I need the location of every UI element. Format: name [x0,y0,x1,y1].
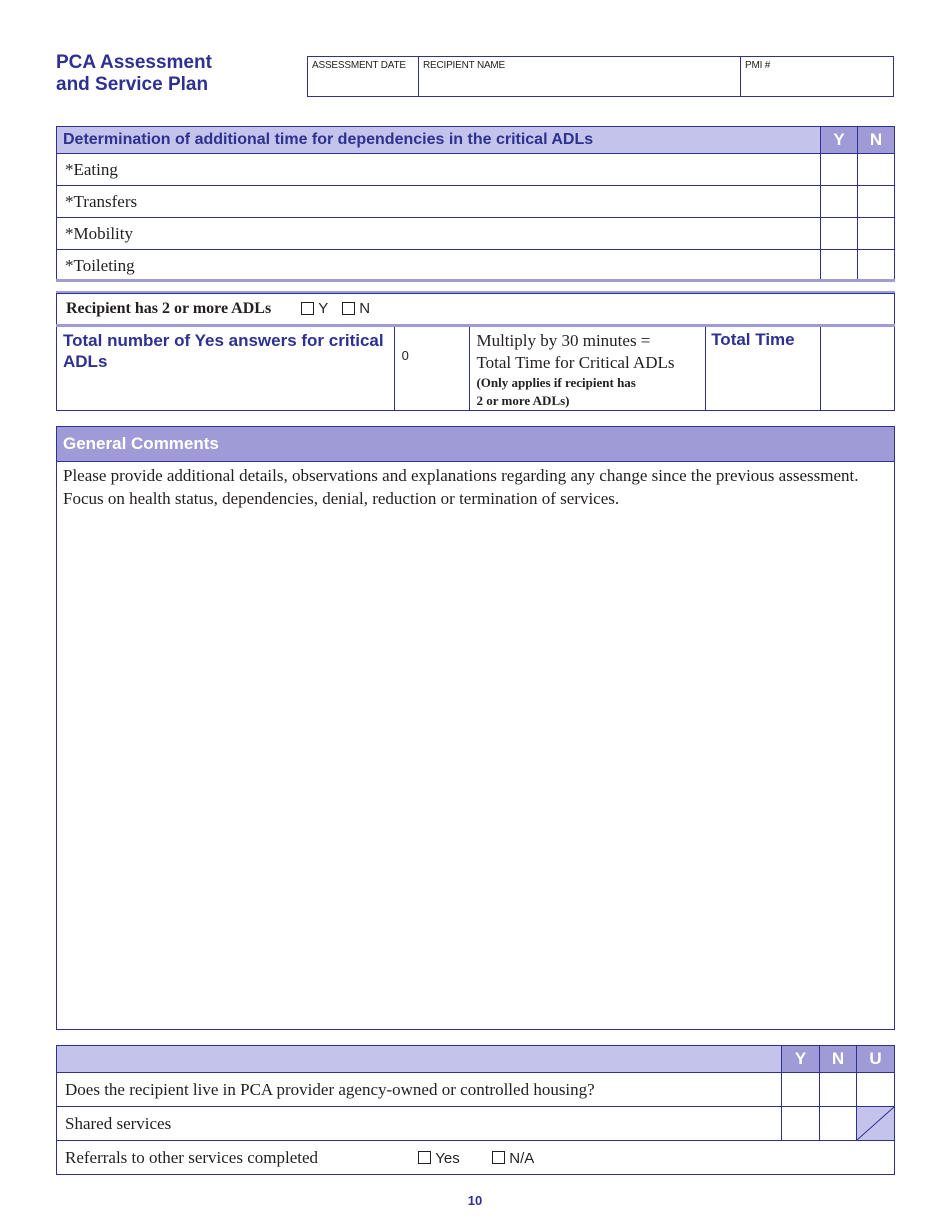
total-time-label: Total Time [711,330,795,349]
recipient-adls-label: Recipient has 2 or more ADLs [66,300,272,317]
adl-row-label: *Eating [57,154,821,186]
shared-y-cell[interactable] [782,1107,820,1141]
multiply-line-1: Multiply by 30 minutes = [476,331,651,350]
adl-y-cell[interactable] [821,250,858,282]
diagonal-strike-icon [857,1107,894,1140]
form-title-line-1: PCA Assessment [56,52,212,73]
general-comments-heading: General Comments [57,427,894,462]
adls-yes-label: Y [318,300,329,317]
general-comments-instructions: Please provide additional details, observations and explanations regarding any change since the previous assessment. Focus on health status, dependencies, denial, reduction or termination of services. [63,466,859,508]
adl-y-cell[interactable] [821,186,858,218]
multiply-note-2: 2 or more ADLs) [476,393,570,408]
col-y-header: Y [782,1046,820,1073]
referrals-yes-checkbox[interactable] [418,1151,431,1164]
total-yes-value-cell[interactable] [394,326,470,411]
adl-n-cell[interactable] [858,154,895,186]
adl-row-toileting [57,250,895,282]
adl-row-label: *Mobility [57,218,821,250]
referrals-label: Referrals to other services completed [65,1147,319,1167]
total-time-value-cell[interactable] [821,326,895,411]
pmi-label: PMI # [745,60,771,71]
referrals-cell [57,1141,895,1175]
form-title [56,52,212,96]
col-n-header: N [858,127,895,154]
col-n-header: N [820,1046,857,1073]
total-yes-label-cell [57,326,395,411]
adl-row-transfers [57,186,895,218]
multiply-note-1: (Only applies if recipient has [476,375,636,390]
critical-adl-table [56,126,895,282]
referrals-row [57,1141,895,1175]
general-comments-box [56,426,895,1030]
adls-no-label: N [359,300,371,317]
housing-header-band [57,1046,782,1073]
assessment-date-label: ASSESSMENT DATE [312,60,406,71]
adl-row-mobility [57,218,895,250]
recipient-name-field[interactable] [418,56,741,97]
adls-yes-checkbox[interactable] [301,302,314,315]
housing-u-cell[interactable] [857,1073,895,1107]
multiply-line-2: Total Time for Critical ADLs [476,353,675,372]
adl-y-cell[interactable] [821,218,858,250]
adl-n-cell[interactable] [858,186,895,218]
housing-question: Does the recipient live in PCA provider agency-owned or controlled housing? [57,1073,782,1107]
shared-n-cell[interactable] [820,1107,857,1141]
total-yes-label: Total number of Yes answers for critical ADLs [63,331,384,371]
adl-n-cell[interactable] [858,250,895,282]
form-title-line-2: and Service Plan [56,74,209,95]
housing-n-cell[interactable] [820,1073,857,1107]
total-time-label-cell [706,326,821,411]
adl-row-label: *Transfers [57,186,821,218]
shared-services-label: Shared services [57,1107,782,1141]
recipient-adls-row [57,294,895,326]
general-comments-input-area[interactable] [57,513,894,1029]
assessment-date-field[interactable] [307,56,419,97]
housing-row [57,1073,895,1107]
adl-n-cell[interactable] [858,218,895,250]
pmi-field[interactable] [740,56,894,97]
adl-y-cell[interactable] [821,154,858,186]
page-number: 10 [467,1193,483,1208]
multiply-cell [470,326,706,411]
shared-u-cell-disabled [857,1107,895,1141]
critical-adl-heading: Determination of additional time for dependencies in the critical ADLs [57,127,821,154]
totals-table [56,293,895,411]
total-yes-value: 0 [401,348,409,363]
housing-services-table [56,1045,895,1175]
adl-table-bottom-rule [56,279,895,282]
adls-no-checkbox[interactable] [342,302,355,315]
recipient-name-label: RECIPIENT NAME [423,60,506,71]
referrals-na-checkbox[interactable] [492,1151,505,1164]
referrals-na-label: N/A [509,1149,535,1167]
col-u-header: U [857,1046,895,1073]
col-y-header: Y [821,127,858,154]
adl-row-label: *Toileting [57,250,821,282]
shared-services-row [57,1107,895,1141]
adl-row-eating [57,154,895,186]
referrals-yes-label: Yes [435,1149,460,1167]
housing-y-cell[interactable] [782,1073,820,1107]
